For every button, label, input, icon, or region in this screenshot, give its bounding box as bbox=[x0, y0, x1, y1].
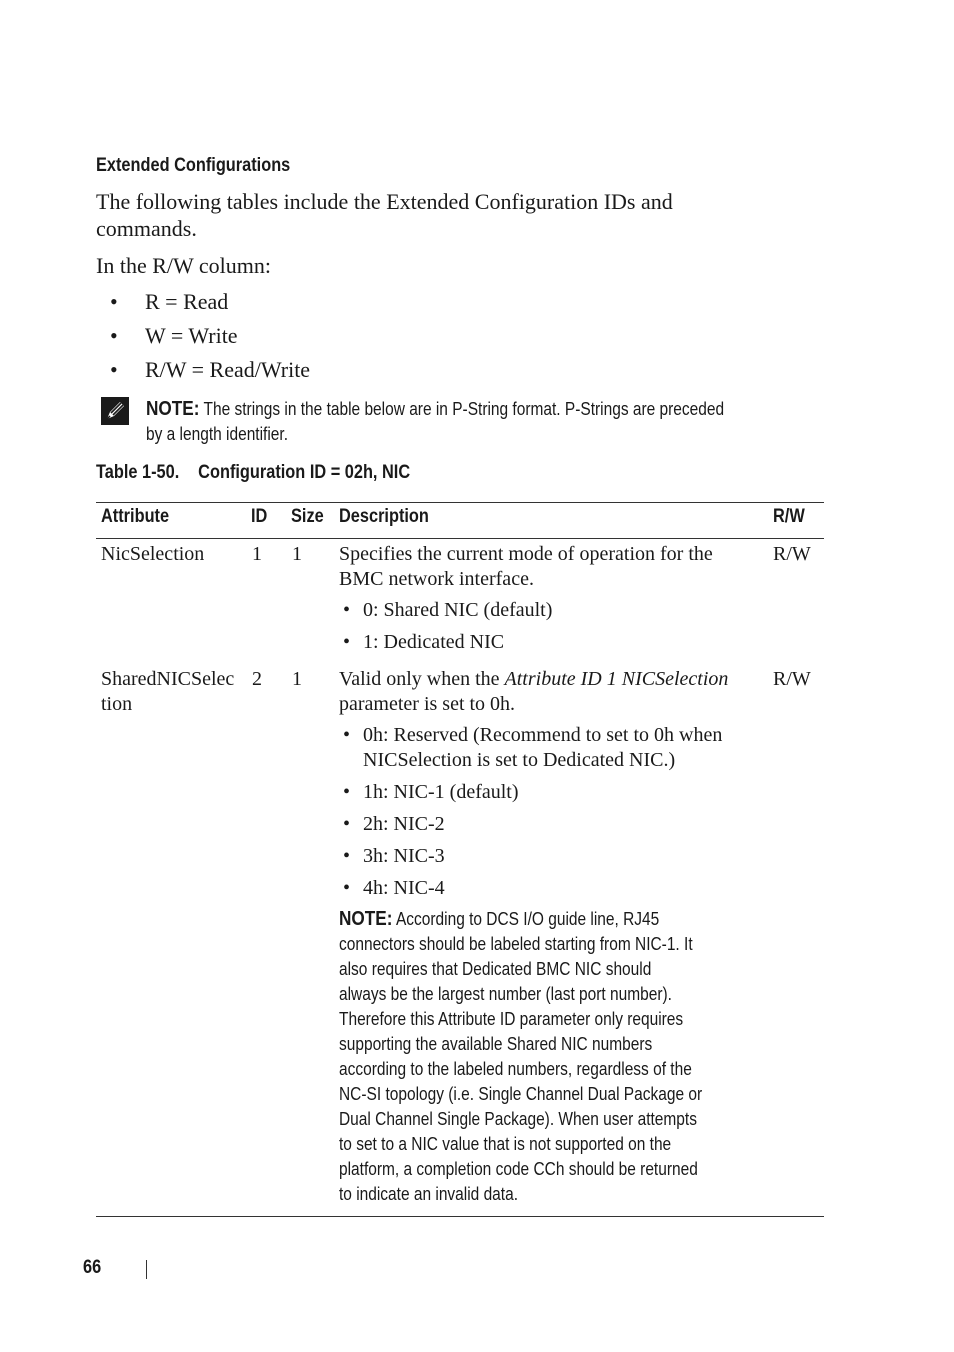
bullet-icon: • bbox=[110, 323, 118, 348]
bullet-icon: • bbox=[343, 845, 351, 867]
cell-size: 1 bbox=[292, 543, 302, 565]
row-note: NOTE: According to DCS I/O guide line, RJ45 connectors should be labeled starting from NIC-1. It also requires that Dedicated BMC NIC should always be the largest number (last port number). Therefore this Attribute ID parameter only requires supporting the available Shared NIC numbers according to the labeled numbers, regardless of the NC-SI topology (i.e. Single Channel Dual Package or Dual Channel Single Package). When user attempts to set to a NIC value that is not supported on the platform, a completion code CCh should be returned to indicate an invalid data. bbox=[339, 908, 703, 1204]
note-block bbox=[146, 397, 846, 447]
table-caption-title: Configuration ID = 02h, NIC bbox=[198, 462, 411, 483]
list-item: • 0h: Reserved (Recommend to set to 0h when NICSelection is set to Dedicated NIC.) bbox=[343, 724, 723, 771]
bullet-icon: • bbox=[110, 289, 118, 314]
table-caption-number: Table 1-50. bbox=[96, 462, 180, 483]
bullet-icon: • bbox=[343, 877, 351, 899]
header-rw: R/W bbox=[773, 506, 805, 527]
table-header-rule bbox=[96, 538, 824, 539]
bullet-icon: • bbox=[343, 781, 351, 803]
footer-divider bbox=[146, 1260, 147, 1279]
cell-attribute: NicSelection bbox=[101, 543, 205, 565]
header-id: ID bbox=[251, 506, 268, 527]
cell-size: 1 bbox=[292, 668, 302, 690]
section-heading: Extended Configurations bbox=[96, 155, 291, 176]
cell-id: 2 bbox=[252, 668, 262, 690]
note-pencil-icon bbox=[101, 397, 129, 425]
bullet-icon: • bbox=[343, 724, 351, 746]
note-text-line-1: The strings in the table below are in P-String format. P-Strings are preceded bbox=[203, 399, 725, 419]
list-item: • 2h: NIC-2 bbox=[343, 813, 445, 835]
cell-id: 1 bbox=[252, 543, 262, 565]
header-description: Description bbox=[339, 506, 429, 527]
header-attribute: Attribute bbox=[101, 506, 170, 527]
intro-line-2: commands. bbox=[96, 216, 197, 241]
cell-description: Specifies the current mode of operation for the BMC network interface. • 0: Shared NIC (default) • 1: Dedicated NIC bbox=[339, 542, 759, 655]
table-bottom-rule bbox=[96, 1216, 824, 1217]
list-item: • 4h: NIC-4 bbox=[343, 877, 445, 899]
intro-paragraph bbox=[96, 188, 736, 242]
cell-rw: R/W bbox=[773, 668, 811, 690]
rw-column-intro: In the R/W column: bbox=[96, 253, 271, 278]
cell-attribute: SharedNICSelec tion bbox=[101, 668, 235, 715]
cell-rw: R/W bbox=[773, 543, 811, 565]
list-item: • 1: Dedicated NIC bbox=[343, 631, 505, 653]
cell-description: Valid only when the Attribute ID 1 NICSelection parameter is set to 0h. • 0h: Reserved (Recommend to set to 0h when NICSelection is set to Dedicated NIC.) • 1h: NIC-1 (default) • 2h: NIC-2 • 3h: NIC-3 • 4h: NIC-4 bbox=[339, 667, 759, 901]
list-item: • 3h: NIC-3 bbox=[343, 845, 445, 867]
bullet-icon: • bbox=[343, 813, 351, 835]
note-label: NOTE: bbox=[146, 398, 200, 420]
bullet-icon: • bbox=[343, 599, 351, 621]
list-item: • 0: Shared NIC (default) bbox=[343, 599, 553, 621]
table-top-rule bbox=[96, 502, 824, 503]
note-text-line-2: by a length identifier. bbox=[146, 424, 289, 444]
intro-line-1: The following tables include the Extended Configuration IDs and bbox=[96, 189, 673, 214]
header-size: Size bbox=[291, 506, 324, 527]
bullet-icon: • bbox=[110, 357, 118, 382]
bullet-icon: • bbox=[343, 631, 351, 653]
row-note-label: NOTE: bbox=[339, 908, 393, 930]
page-number: 66 bbox=[83, 1257, 102, 1278]
list-item: • 1h: NIC-1 (default) bbox=[343, 781, 519, 803]
table-caption bbox=[96, 462, 461, 484]
